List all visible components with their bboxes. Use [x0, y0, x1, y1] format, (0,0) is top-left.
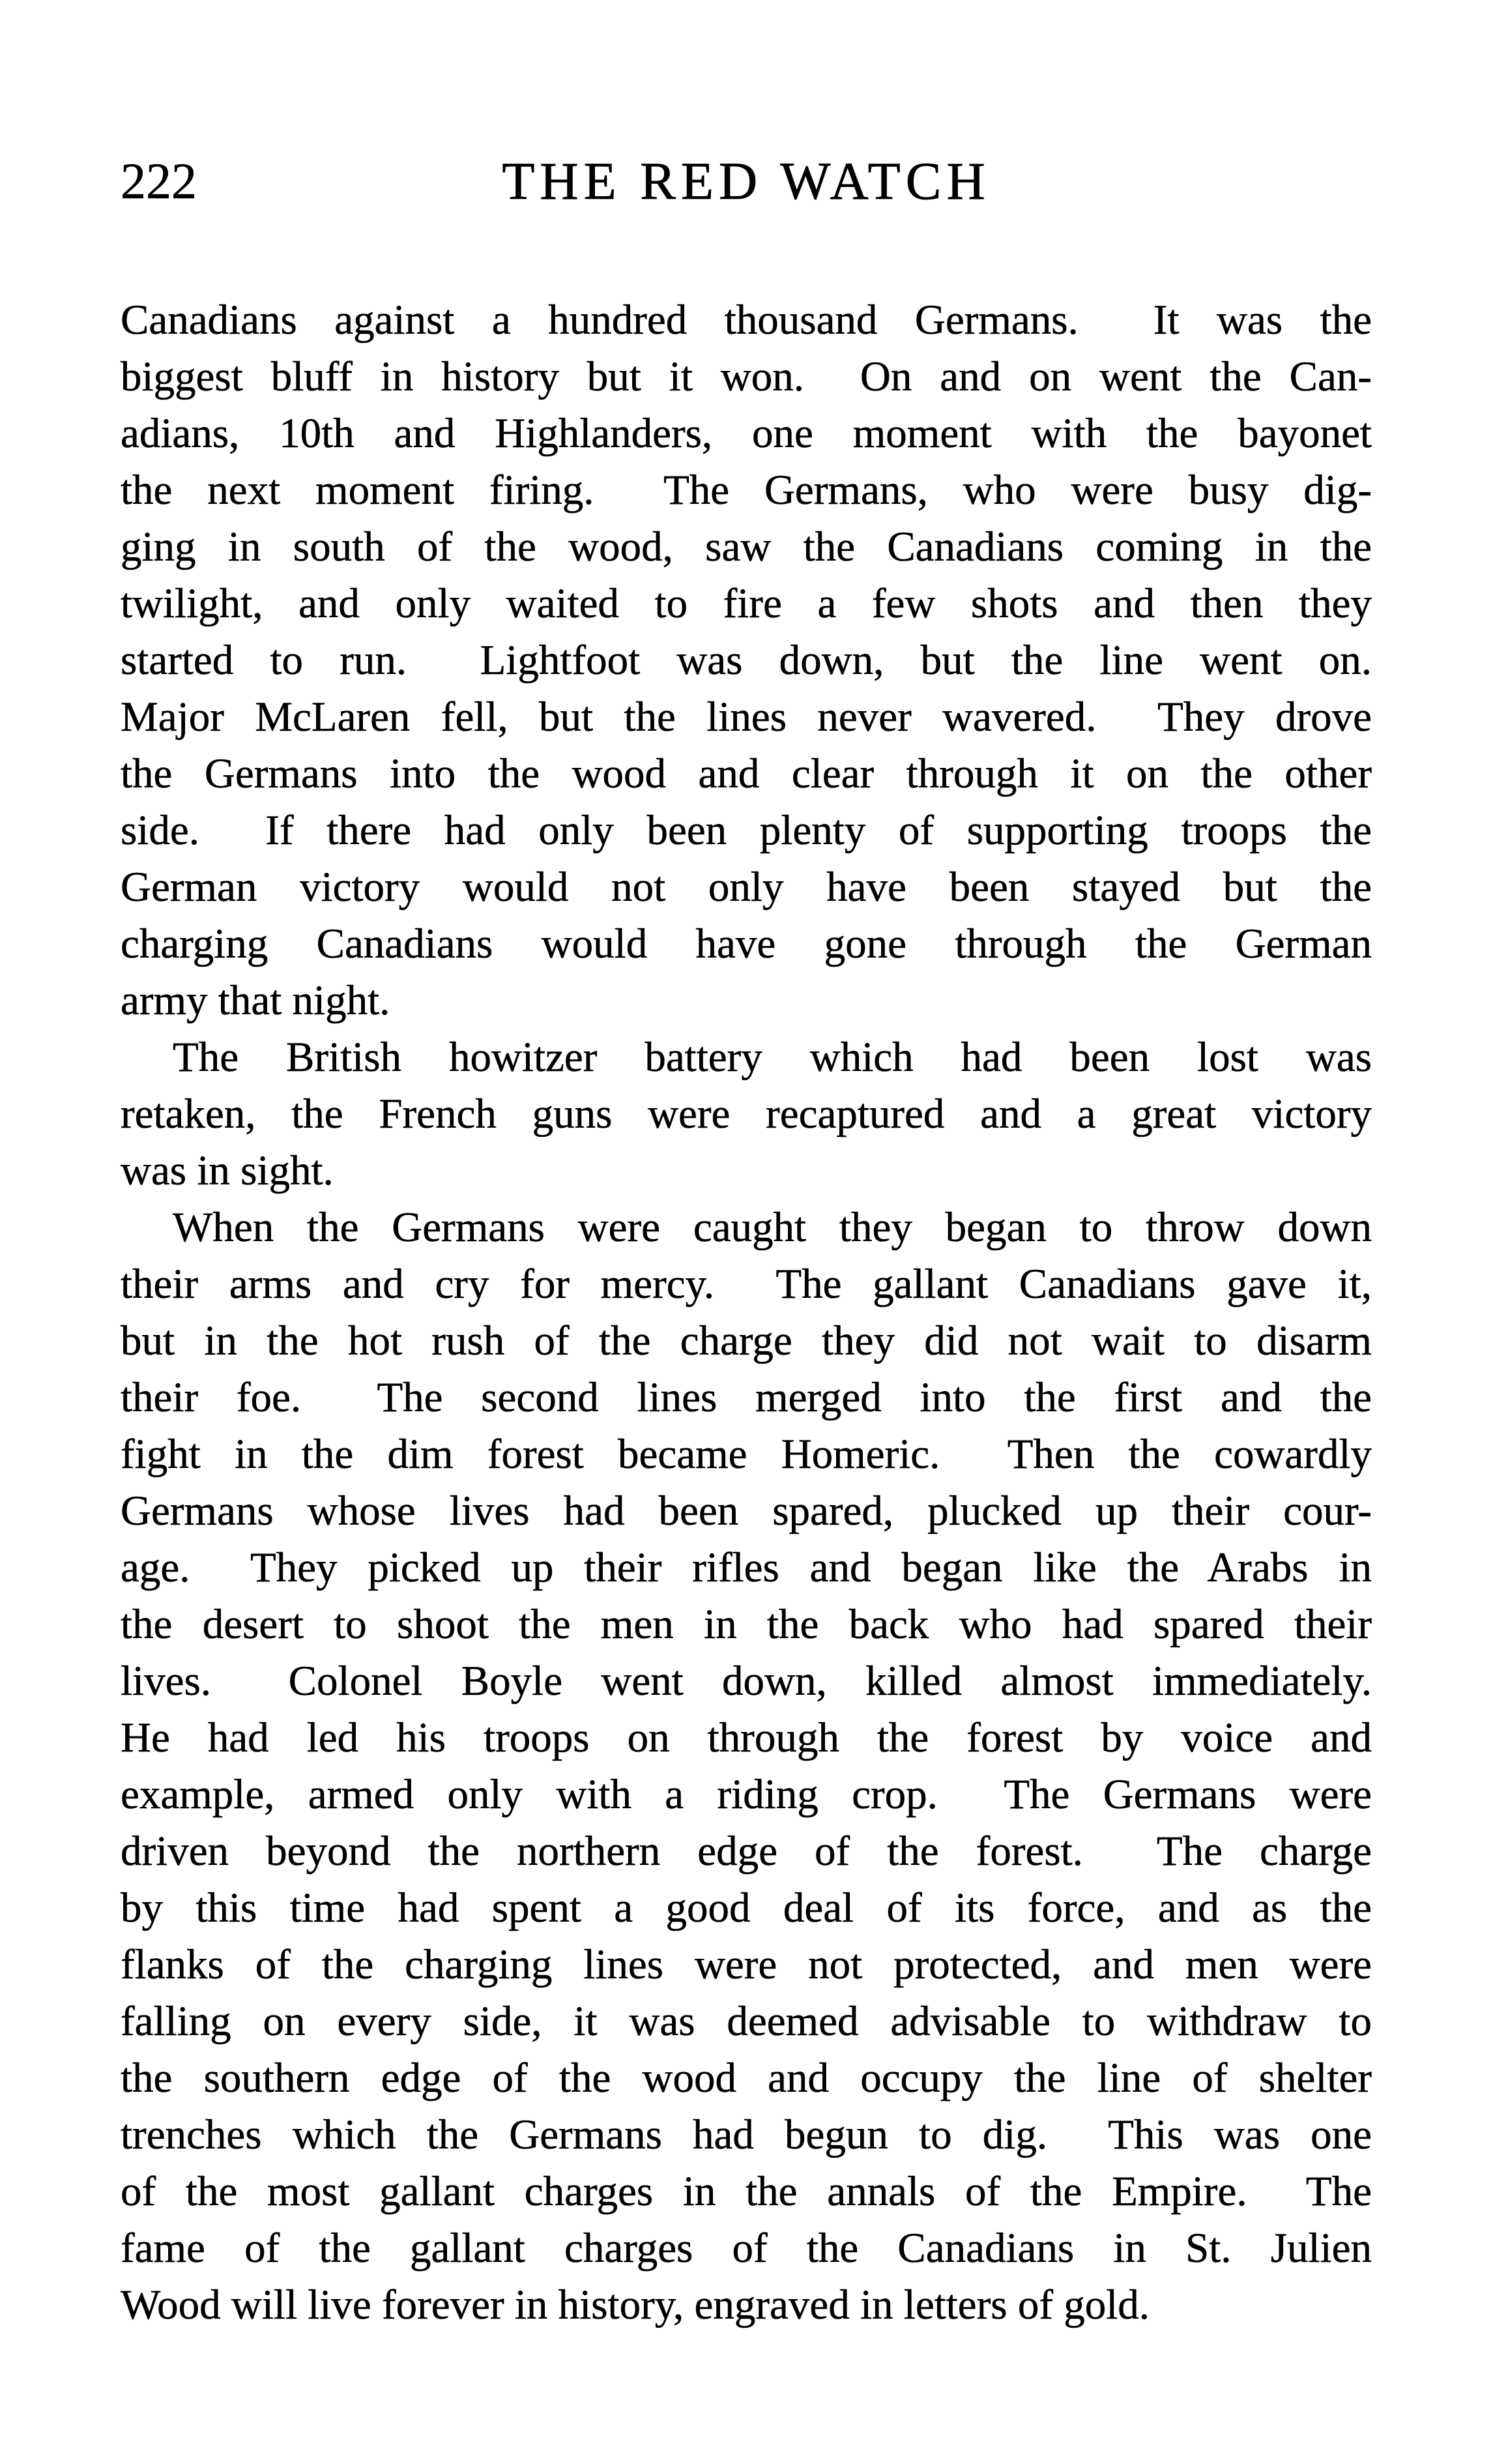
text-line: Canadians against a hundred thousand Germans. It was the — [121, 297, 1372, 344]
text-line: retaken, the French guns were recaptured and a great victory — [121, 1091, 1372, 1137]
text-line: was in sight. — [121, 1147, 334, 1194]
text-line: by this time had spent a good deal of its force, and as the — [121, 1885, 1372, 1931]
page-title: THE RED WATCH — [502, 151, 991, 211]
text-line: the desert to shoot the men in the back who had spared their — [121, 1601, 1372, 1648]
page-header — [121, 147, 1372, 218]
text-line: When the Germans were caught they began to throw down — [173, 1204, 1372, 1251]
text-line: twilight, and only waited to fire a few shots and then they — [121, 580, 1372, 627]
text-line: fame of the gallant charges of the Canadians in St. Julien — [121, 2225, 1372, 2272]
text-line: their arms and cry for mercy. The gallant Canadians gave it, — [121, 1261, 1372, 1308]
text-line: the southern edge of the wood and occupy the line of shelter — [121, 2055, 1372, 2102]
text-line: The British howitzer battery which had been lost was — [173, 1034, 1372, 1081]
text-line: started to run. Lightfoot was down, but the line went on. — [121, 637, 1372, 684]
text-line: biggest bluff in history but it won. On and on went the Can- — [121, 353, 1372, 400]
text-line: the Germans into the wood and clear through it on the other — [121, 750, 1372, 797]
text-line: the next moment firing. The Germans, who were busy dig- — [121, 467, 1372, 514]
text-line: example, armed only with a riding crop. The Germans were — [121, 1771, 1372, 1818]
text-line: He had led his troops on through the forest by voice and — [121, 1714, 1372, 1761]
text-line: driven beyond the northern edge of the forest. The charge — [121, 1828, 1372, 1875]
text-line: their foe. The second lines merged into the first and the — [121, 1374, 1372, 1421]
text-line: but in the hot rush of the charge they did not wait to disarm — [121, 1317, 1372, 1364]
text-line: age. They picked up their rifles and began like the Arabs in — [121, 1544, 1372, 1591]
text-line: army that night. — [121, 977, 390, 1024]
text-line: German victory would not only have been stayed but the — [121, 864, 1372, 911]
text-line: side. If there had only been plenty of supporting troops the — [121, 807, 1372, 854]
text-line: Wood will live forever in history, engraved in letters of gold. — [121, 2281, 1150, 2328]
text-line: falling on every side, it was deemed advisable to withdraw to — [121, 1998, 1372, 2045]
text-line: charging Canadians would have gone through the German — [121, 920, 1372, 967]
text-line: ging in south of the wood, saw the Canadians coming in the — [121, 523, 1372, 570]
text-line: fight in the dim forest became Homeric. Then the cowardly — [121, 1431, 1372, 1478]
text-line: trenches which the Germans had begun to dig. This was one — [121, 2111, 1372, 2158]
text-line: adians, 10th and Highlanders, one moment with the bayonet — [121, 410, 1372, 457]
text-line: flanks of the charging lines were not protected, and men were — [121, 1941, 1372, 1988]
text-line: lives. Colonel Boyle went down, killed almost immediately. — [121, 1658, 1372, 1705]
text-line: Major McLaren fell, but the lines never wavered. They drove — [121, 694, 1372, 741]
text-line: of the most gallant charges in the annals of the Empire. The — [121, 2168, 1372, 2215]
text-line: Germans whose lives had been spared, plucked up their cour- — [121, 1488, 1372, 1534]
page-number: 222 — [121, 153, 197, 209]
page-body — [121, 292, 1372, 2334]
